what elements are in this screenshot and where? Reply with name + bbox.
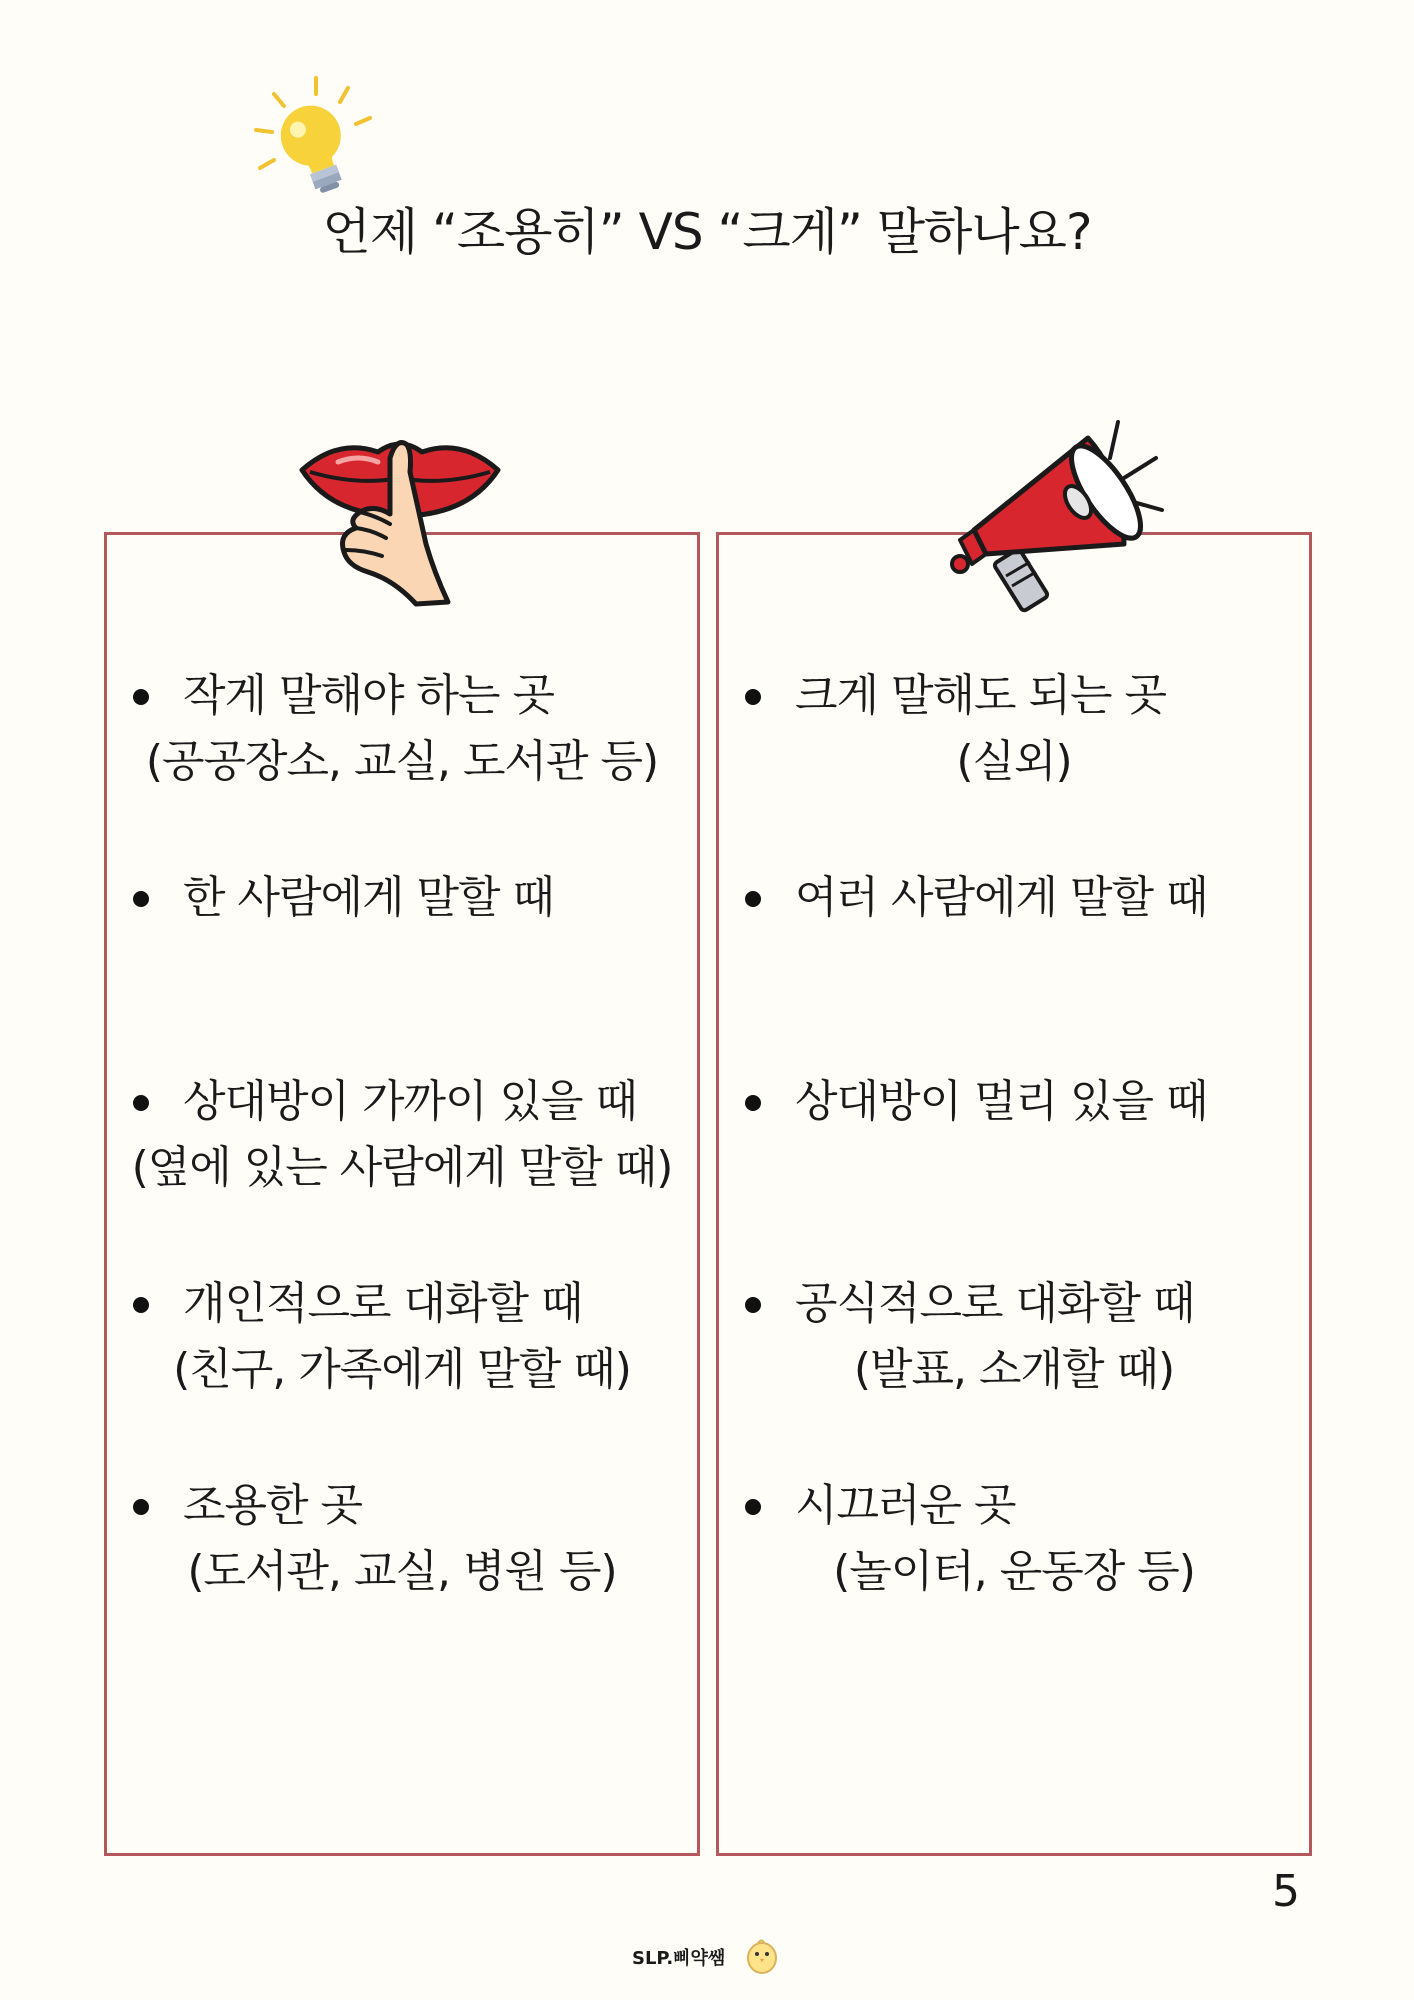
list-item (107, 1271, 697, 1403)
list-item (107, 865, 697, 931)
list-item (719, 1069, 1309, 1135)
item-subtext: (놀이터, 운동장 등) (833, 1546, 1195, 1597)
item-text: 상대방이 멀리 있을 때 (719, 1069, 1309, 1135)
item-text: 개인적으로 대화할 때 (107, 1271, 697, 1337)
list-item (107, 1473, 697, 1605)
list-item (719, 663, 1309, 795)
item-text: 크게 말해도 되는 곳 (719, 663, 1309, 729)
shush-lips-icon (298, 432, 502, 608)
list-item (719, 865, 1309, 931)
page-number: 5 (1272, 1866, 1300, 1917)
item-subtext: (공공장소, 교실, 도서관 등) (145, 736, 659, 787)
chick-icon (748, 1941, 776, 1974)
item-text: 조용한 곳 (107, 1473, 697, 1539)
list-item (719, 1473, 1309, 1605)
footer-logo (632, 1934, 782, 1978)
list-item (719, 1271, 1309, 1403)
lightbulb-icon (252, 74, 382, 204)
item-text: 공식적으로 대화할 때 (719, 1271, 1309, 1337)
item-subtext: (실외) (956, 736, 1072, 787)
item-subtext: (친구, 가족에게 말할 때) (173, 1344, 631, 1395)
loud-column (716, 532, 1312, 1856)
list-item (107, 1069, 697, 1201)
list-item (107, 663, 697, 795)
footer-brand: SLP.삐약쌤 (632, 1948, 726, 1969)
item-text: 한 사람에게 말할 때 (107, 865, 697, 931)
item-subtext: (발표, 소개할 때) (853, 1344, 1175, 1395)
page-title: 언제 “조용히” VS “크게” 말하나요? (322, 203, 1092, 261)
item-subtext: (도서관, 교실, 병원 등) (187, 1546, 617, 1597)
item-subtext: (옆에 있는 사람에게 말할 때) (131, 1142, 673, 1193)
item-text: 시끄러운 곳 (719, 1473, 1309, 1539)
item-text: 작게 말해야 하는 곳 (107, 663, 697, 729)
megaphone-icon (950, 418, 1170, 618)
quiet-column (104, 532, 700, 1856)
item-text: 여러 사람에게 말할 때 (719, 865, 1309, 931)
item-text: 상대방이 가까이 있을 때 (107, 1069, 697, 1135)
